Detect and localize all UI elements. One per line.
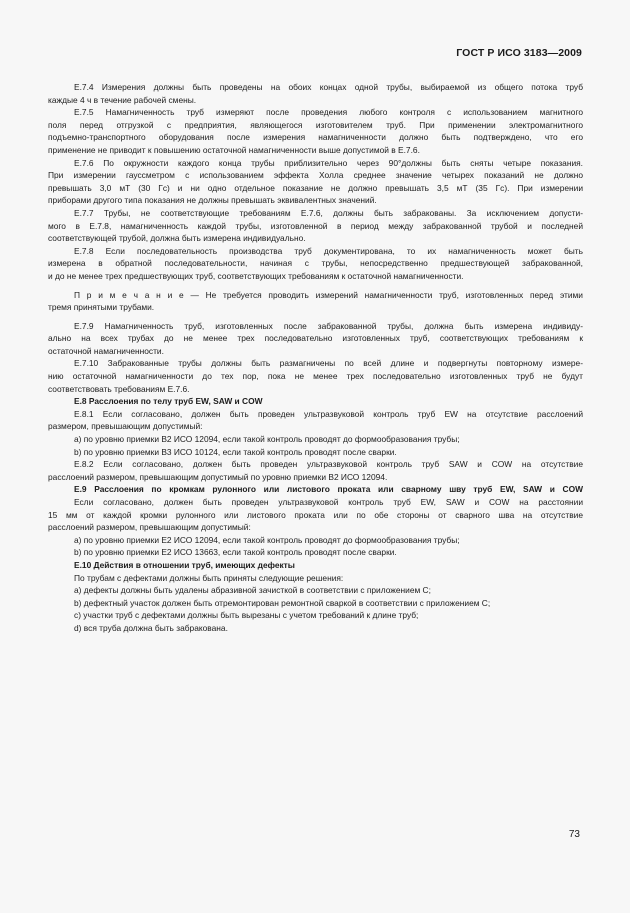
text-line: превышать 3,0 мТ (30 Гс) и ни одно отдельное показание не должно превышать 3,5 мТ (35 Гс). При измерении <box>48 182 583 193</box>
document-body <box>48 81 583 635</box>
list-item: b) дефектный участок должен быть отремонтирован ремонтной сваркой в соответствии с приложением С; <box>74 597 491 608</box>
list-item: a) по уровню приемки В2 ИСО 12094, если такой контроль проводят до формообразования трубы; <box>74 434 460 445</box>
note <box>48 289 583 314</box>
text-line: Е.8.1 Если согласовано, должен быть проведен ультразвуковой контроль труб EW на отсутствие расслоений <box>74 408 583 419</box>
note-line: тремя принятыми трубами. <box>48 302 155 313</box>
page-header-title: ГОСТ Р ИСО 3183—2009 <box>456 47 582 59</box>
text-line: Е.7.6 По окружности каждого конца трубы приблизительно через 90°должны быть сняты четыре показания. <box>74 157 583 168</box>
text-line: ально на всех трубах до не менее трех последовательно изготовленных труб, соответствующих требованиям к <box>48 333 583 344</box>
text-line: измерена в обратной последовательности, начиная с трубы, непосредственно предшествующей забракованной, <box>48 258 583 269</box>
text-line: расслоений размером, превышающим допустимый по уровню приемки В2 ИСО 12094. <box>48 471 388 482</box>
paragraph-e7-8 <box>48 245 583 283</box>
text-line: При измерении гауссметром с использованием эффекта Холла среднее значение четырех показаний не должно <box>48 170 583 181</box>
list-item: c) участки труб с дефектами должны быть вырезаны с учетом требований к длине труб; <box>74 610 419 621</box>
paragraph-e7-4 <box>48 81 583 106</box>
text-line: Е.7.4 Измерения должны быть проведены на обоих концах одной трубы, выбираемой из общего потока труб <box>74 82 583 92</box>
paragraph-e7-5 <box>48 106 583 156</box>
paragraph-e7-10 <box>48 357 583 395</box>
note-text: — Не требуется проводить измерений намагниченности труб, изготовленных перед этими <box>183 289 583 300</box>
text-line: и до не менее трех предшествующих труб, соответствующих требованиям к остаточной намагниченности. <box>48 270 464 281</box>
note-line <box>48 289 583 302</box>
text-line: расслоений размером, превышающим допустимый: <box>48 522 251 533</box>
text-line: мого в Е.7.8, намагниченность каждой трубы, изготовленной в период между забракованной трубой и последней <box>48 220 583 231</box>
section-e10 <box>48 559 583 635</box>
text-line: остаточной намагниченности. <box>48 345 164 356</box>
text-line: соответствующей трубой, должна быть измерена индивидуально. <box>48 233 306 244</box>
section-heading: Е.8 Расслоения по телу труб EW, SAW и COW <box>74 396 263 407</box>
text-line: По трубам с дефектами должны быть приняты следующие решения: <box>74 572 344 583</box>
text-line: Е.7.9 Намагниченность труб, изготовленных после забракованной трубы, должна быть измерена индивиду- <box>74 320 583 331</box>
text-line: нию остаточной намагниченности до тех пор, пока не менее трех последовательно изготовленных труб не будут <box>48 371 583 382</box>
text-line: Если согласовано, должен быть проведен ультразвуковой контроль труб EW, SAW и COW на расстоянии <box>74 497 583 507</box>
text-line: поля перед отгрузкой с предприятия, являющегося изготовителем труб. При применении электромагнитного <box>48 119 583 130</box>
section-heading: Е.10 Действия в отношении труб, имеющих дефекты <box>74 559 295 570</box>
page-number: 73 <box>568 829 580 840</box>
text-line: Е.7.5 Намагниченность труб измеряют после проведения любого контроля с использованием магнитного <box>74 107 583 118</box>
text-line: Е.7.10 Забракованные трубы должны быть размагничены по всей длине и подвергнуты повторному измере- <box>74 358 583 369</box>
paragraph-e7-7 <box>48 207 583 245</box>
text-line: соответствовать требованиям Е.7.6. <box>48 383 190 394</box>
paragraph-e7-6 <box>48 157 583 207</box>
text-line: приборами другого типа показания не должны превышать эквивалентных значений. <box>48 195 377 206</box>
paragraph-e7-9 <box>48 320 583 358</box>
section-heading: Е.9 Расслоения по кромкам рулонного или листового проката или сварному шву труб EW, SAW и COW <box>74 484 583 495</box>
text-line: подъемно-транспортного оборудования после измерения намагниченности должно быть подтверждено, что его <box>48 132 583 143</box>
text-line: применение не приводит к повышению остаточной намагниченности выше допустимой в Е.7.6. <box>48 144 420 155</box>
text-line: Е.8.2 Если согласовано, должен быть проведен ультразвуковой контроль труб SAW и COW на отсутствие <box>74 459 583 470</box>
list-item: a) дефекты должны быть удалены абразивной зачисткой в соответствии с приложением С; <box>74 585 431 596</box>
section-e8 <box>48 395 583 483</box>
section-e9 <box>48 483 583 559</box>
text-line: 15 мм от каждой кромки рулонного или листового проката или по обе стороны от сварного шва на отсутствие <box>48 509 583 520</box>
note-label: П р и м е ч а н и е <box>74 289 184 300</box>
text-line: каждые 4 ч в течение рабочей смены. <box>48 94 197 105</box>
list-item: d) вся труба должна быть забракована. <box>74 622 228 633</box>
text-line: Е.7.8 Если последовательность производства труб документирована, то их намагниченность может быть <box>74 245 583 256</box>
list-item: b) по уровню приемки В3 ИСО 10124, если такой контроль проводят после сварки. <box>74 446 397 457</box>
text-line: размером, превышающим допустимый: <box>48 421 203 432</box>
list-item: a) по уровню приемки Е2 ИСО 12094, если такой контроль проводят до формообразования трубы; <box>74 534 460 545</box>
list-item: b) по уровню приемки Е2 ИСО 13663, если такой контроль проводят после сварки. <box>74 547 397 558</box>
text-line: Е.7.7 Трубы, не соответствующие требованиям Е.7.6, должны быть забракованы. За исключением допусти- <box>74 207 583 218</box>
